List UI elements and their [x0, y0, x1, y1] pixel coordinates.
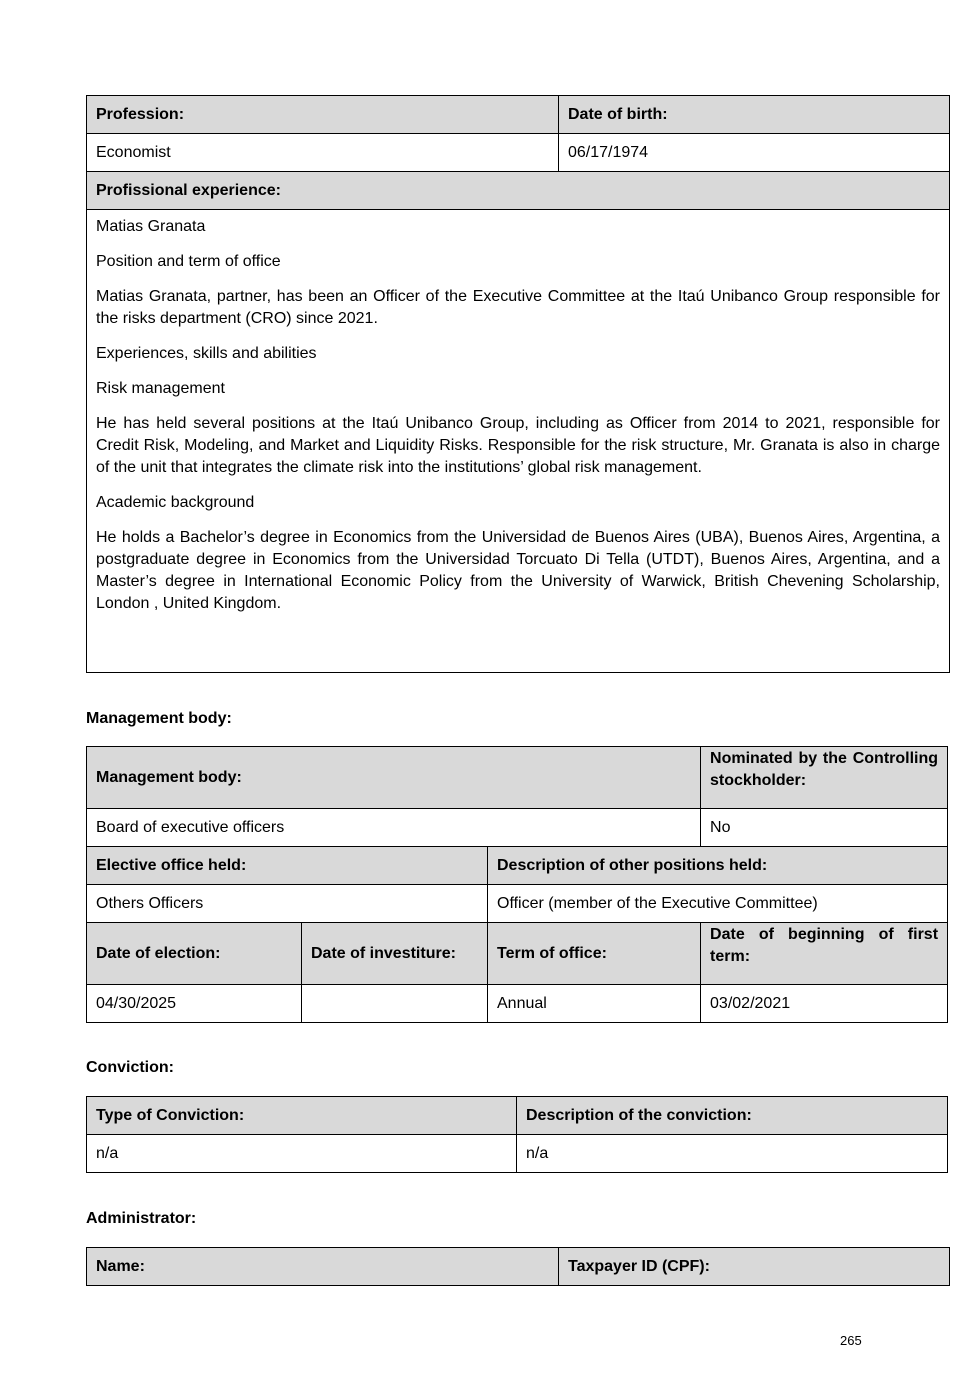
conviction-description-label: Description of the conviction: — [517, 1097, 948, 1135]
other-positions-label: Description of other positions held: — [488, 847, 948, 885]
election-date-value: 04/30/2025 — [87, 985, 302, 1023]
profession-label: Profession: — [87, 96, 559, 134]
elective-office-value: Others Officers — [87, 885, 488, 923]
experience-heading-skills: Experiences, skills and abilities — [96, 345, 317, 362]
conviction-table — [86, 1096, 948, 1173]
administrator-name-label: Name: — [87, 1248, 559, 1286]
administrator-cpf-label: Taxpayer ID (CPF): — [559, 1248, 950, 1286]
other-positions-value: Officer (member of the Executive Committee) — [488, 885, 948, 923]
conviction-section-title: Conviction: — [86, 1059, 174, 1076]
management-body-label: Management body: — [87, 747, 701, 809]
nominated-value: No — [701, 809, 948, 847]
experience-paragraph: Matias Granata, partner, has been an Officer of the Executive Committee at the Itaú Unibanco Group responsible for the risks department (CRO) since 2021. — [96, 288, 940, 327]
profile-table — [86, 95, 950, 673]
conviction-type-label: Type of Conviction: — [87, 1097, 517, 1135]
nominated-label: Nominated by the Controlling stockholder: — [701, 747, 948, 809]
first-term-date-value: 03/02/2021 — [701, 985, 948, 1023]
conviction-description-value: n/a — [517, 1135, 948, 1173]
experience-heading-academic: Academic background — [96, 494, 255, 511]
term-of-office-label: Term of office: — [488, 923, 701, 985]
administrator-section-title: Administrator: — [86, 1210, 197, 1227]
first-term-date-label: Date of beginning of first term: — [701, 923, 948, 985]
date-of-birth-label: Date of birth: — [559, 96, 950, 134]
experience-name: Matias Granata — [96, 218, 206, 235]
term-of-office-value: Annual — [488, 985, 701, 1023]
management-table — [86, 746, 948, 1023]
experience-paragraph: He has held several positions at the Itaú Unibanco Group, including as Officer from 2014 to 2021, responsible for Credit Risk, Modeling, and Market and Liquidity Risks. Responsible for the risk structure, Mr. Granata is also in charge of the unit that integrates the climate risk into the institutions’ global risk management. — [96, 415, 940, 476]
conviction-type-value: n/a — [87, 1135, 517, 1173]
election-date-label: Date of election: — [87, 923, 302, 985]
management-section-title: Management body: — [86, 710, 232, 727]
profession-value: Economist — [87, 134, 559, 172]
date-of-birth-value: 06/17/1974 — [559, 134, 950, 172]
administrator-table — [86, 1247, 950, 1286]
management-body-value: Board of executive officers — [87, 809, 701, 847]
experience-text — [87, 210, 950, 673]
investiture-date-value — [302, 985, 488, 1023]
experience-label: Profissional experience: — [87, 172, 950, 210]
investiture-date-label: Date of investiture: — [302, 923, 488, 985]
experience-heading-risk: Risk management — [96, 380, 225, 397]
page-number: 265 — [840, 1333, 862, 1348]
elective-office-label: Elective office held: — [87, 847, 488, 885]
experience-paragraph: He holds a Bachelor’s degree in Economics from the Universidad de Buenos Aires (UBA), Buenos Aires, Argentina, a postgraduate degree in Economics from the Universidad Torcuato Di Tella (UTDT), Buenos Aires, Argentina, and a Master’s degree in International Economic Policy from the University of Warwick, British Chevening Scholarship, London , United Kingdom. — [96, 529, 940, 612]
experience-heading-position: Position and term of office — [96, 253, 281, 270]
